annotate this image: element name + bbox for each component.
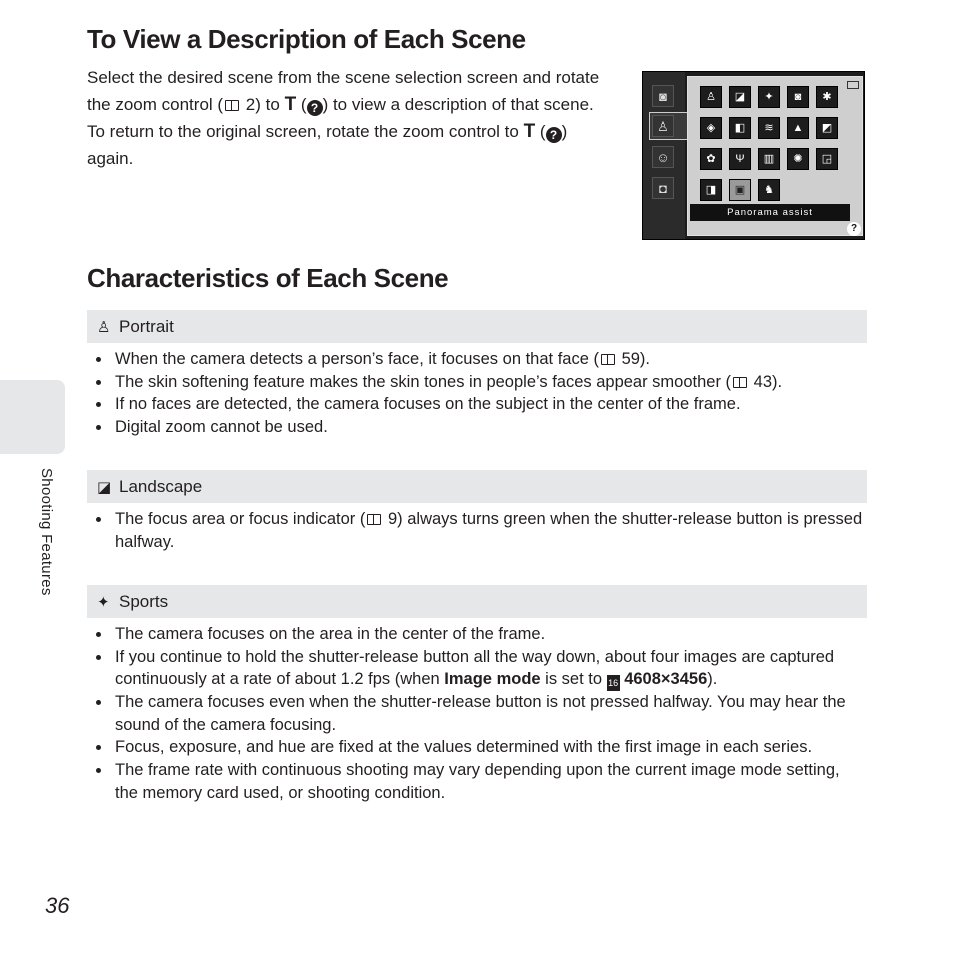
intro-text: Select the desired scene from the scene selection screen and rotate the zoom control (	[87, 68, 600, 114]
scene-museum-icon: ▥	[758, 148, 780, 170]
list-item: If no faces are detected, the camera focuses on the subject in the center of the frame.	[87, 393, 867, 416]
scene-night-portrait-icon: ◙	[787, 86, 809, 108]
sports-bullets	[87, 623, 867, 804]
scene-night-landscape-icon: ◩	[816, 117, 838, 139]
bold-term: 4608×3456	[624, 670, 708, 689]
portrait-bullets	[87, 348, 867, 438]
page-reference: 59	[621, 350, 640, 368]
scene-snow-icon: ◧	[729, 117, 751, 139]
zoom-tele-icon: T	[284, 94, 297, 115]
list-item	[87, 371, 867, 394]
scene-portrait-icon: ♙	[700, 86, 722, 108]
scene-copy-icon: ◲	[816, 148, 838, 170]
smile-icon: ☺	[652, 146, 674, 168]
scene-backlight-icon: ◨	[700, 179, 722, 201]
page-reference: 2	[245, 95, 256, 114]
section-header-portrait	[87, 310, 867, 343]
intro-text: ) to	[255, 95, 285, 114]
camera-icon: ◘	[652, 177, 674, 199]
scene-pet-icon: ♞	[758, 179, 780, 201]
list-item: The frame rate with continuous shooting may vary depending upon the current image mode setting, the memory card used, or shooting condition.	[87, 759, 867, 804]
scene-sports-icon: ✦	[758, 86, 780, 108]
section-title: Portrait	[119, 317, 174, 336]
bullet-text: The focus area or focus indicator (	[115, 510, 366, 528]
page-heading: To View a Description of Each Scene	[87, 24, 526, 54]
scene-menu-panel	[687, 76, 863, 236]
list-item	[87, 508, 867, 553]
scene-panorama-icon: ▣	[729, 179, 751, 201]
page-reference: 9	[387, 510, 398, 528]
scene-dusk-icon: ▲	[787, 117, 809, 139]
landscape-icon: ◪	[97, 479, 112, 496]
scene-closeup-icon: ✿	[700, 148, 722, 170]
camera-screen-illustration	[642, 71, 865, 240]
page-reference: 43	[753, 372, 772, 391]
bullet-text: ) always turns green when the shutter-release button is pressed halfway.	[115, 510, 863, 551]
help-icon: ?	[847, 222, 861, 236]
image-mode-icon: 16	[607, 675, 620, 691]
bullet-text: is set to	[540, 670, 607, 689]
scene-beach-icon: ◈	[700, 117, 722, 139]
intro-text: ) to view a description of that scene. To return to the original screen, rotate the zoom control to	[87, 95, 594, 141]
book-reference-icon	[733, 377, 747, 388]
bullet-text: When the camera detects a person’s face, it focuses on that face (	[115, 350, 599, 368]
list-item: Digital zoom cannot be used.	[87, 416, 867, 439]
scene-food-icon: Ψ	[729, 148, 751, 170]
list-item	[87, 348, 867, 371]
section-header-sports	[87, 585, 867, 618]
portrait-icon: ♙	[97, 319, 111, 336]
battery-icon	[847, 81, 859, 89]
list-item: The camera focuses on the area in the center of the frame.	[87, 623, 867, 646]
camera-scene-icon: ◙	[652, 85, 674, 107]
intro-text: ) again.	[87, 122, 568, 168]
sports-icon: ✦	[97, 594, 110, 611]
scene-fireworks-icon: ✺	[787, 148, 809, 170]
section-title: Landscape	[119, 477, 203, 496]
portrait-icon: ♙	[652, 115, 674, 137]
section-header-landscape	[87, 470, 867, 503]
help-icon: ?	[307, 100, 323, 116]
chapter-label: Shooting Features	[38, 468, 55, 596]
bullet-text: ).	[639, 350, 651, 368]
intro-paragraph: Select the desired scene from the scene selection screen and rotate the zoom control ( 2) to T ( ? ) to view a description of that scene. To return to the original screen, rotate the zoom control to T ( ? ) again.	[87, 68, 600, 168]
scene-sunset-icon: ≋	[758, 117, 780, 139]
section-heading: Characteristics of Each Scene	[87, 263, 449, 293]
list-item: The camera focuses even when the shutter-release button is not pressed halfway. You may hear the sound of the camera focusing.	[87, 691, 867, 736]
book-reference-icon	[601, 354, 615, 365]
list-item: Focus, exposure, and hue are fixed at the values determined with the first image in each series.	[87, 736, 867, 759]
bullet-text: If you continue to hold the shutter-release button all the way down, about four images are captured continuously at a rate of about 1.2 fps (when	[115, 647, 835, 689]
help-icon: ?	[546, 127, 562, 143]
book-reference-icon	[225, 100, 239, 111]
scene-caption: Panorama assist	[690, 204, 850, 221]
bullet-text: ).	[707, 670, 718, 689]
landscape-bullets	[87, 508, 867, 553]
bullet-text: The skin softening feature makes the skin tones in people’s faces appear smoother (	[115, 372, 732, 391]
book-reference-icon	[367, 514, 381, 525]
section-title: Sports	[119, 592, 169, 611]
list-item	[87, 646, 867, 692]
bullet-text: ).	[772, 372, 783, 391]
scene-party-icon: ✱	[816, 86, 838, 108]
chapter-tab	[0, 380, 65, 454]
page-number: 36	[45, 893, 70, 918]
bold-term: Image mode	[444, 670, 541, 689]
scene-landscape-icon: ◪	[729, 86, 751, 108]
zoom-tele-icon: T	[523, 121, 536, 142]
